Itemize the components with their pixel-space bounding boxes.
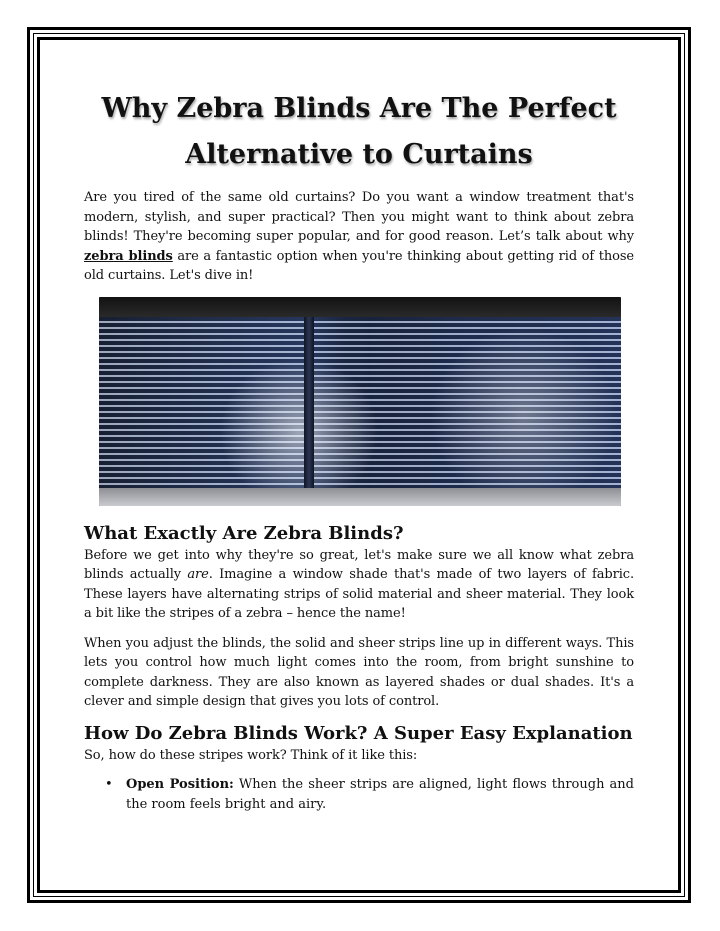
section-heading-what: What Exactly Are Zebra Blinds? bbox=[84, 522, 404, 544]
blinds-photo bbox=[99, 297, 621, 506]
intro-text-end: are a fantastic option when you're thinking about getting rid of those old curtains. Let's dive in! bbox=[84, 248, 635, 283]
window-sill bbox=[99, 488, 621, 506]
how-intro: So, how do these stripes work? Think of it like this: bbox=[84, 747, 418, 763]
bullet-label: Open Position: bbox=[126, 777, 234, 792]
page-title: Why Zebra Blinds Are The Perfect Alternative to Curtains bbox=[101, 93, 617, 170]
light-glow-right bbox=[429, 327, 619, 506]
bullet-list bbox=[84, 775, 634, 814]
list-item bbox=[84, 775, 634, 814]
what-paragraph-1 bbox=[84, 546, 634, 624]
bullet-icon: • bbox=[105, 777, 113, 792]
intro-paragraph bbox=[84, 188, 634, 286]
bullet-text: When the sheer strips are aligned, light flows through and the room feels bright and airy. bbox=[126, 777, 634, 812]
light-glow-left bbox=[219, 357, 379, 506]
what-p1-emphasis: are bbox=[187, 567, 209, 582]
what-p1-end: . Imagine a window shade that's made of two layers of fabric. These layers have alternating strips of solid material and sheer material. They look a bit like the stripes of a zebra – hence the name! bbox=[84, 567, 634, 621]
zebra-blinds-link[interactable]: zebra blinds bbox=[84, 248, 173, 264]
window-corner bbox=[304, 297, 314, 506]
ceiling-strip bbox=[99, 297, 621, 317]
intro-text-start: Are you tired of the same old curtains? Do you want a window treatment that's modern, stylish, and super practical? Then you might want to think about zebra blinds! They're becoming super popular, and for good reason. Let’s talk about why bbox=[84, 190, 634, 244]
article bbox=[84, 86, 634, 814]
what-p1-start: Before we get into why they're so great, let's make sure we all know what zebra blinds actually bbox=[84, 547, 634, 582]
section-heading-how: How Do Zebra Blinds Work? A Super Easy Explanation bbox=[84, 722, 633, 744]
what-paragraph-2: When you adjust the blinds, the solid and sheer strips line up in different ways. This lets you control how much light comes into the room, from bright sunshine to complete darkness. They are also known as layered shades or dual shades. It's a clever and simple design that gives you lots of control. bbox=[84, 635, 634, 709]
